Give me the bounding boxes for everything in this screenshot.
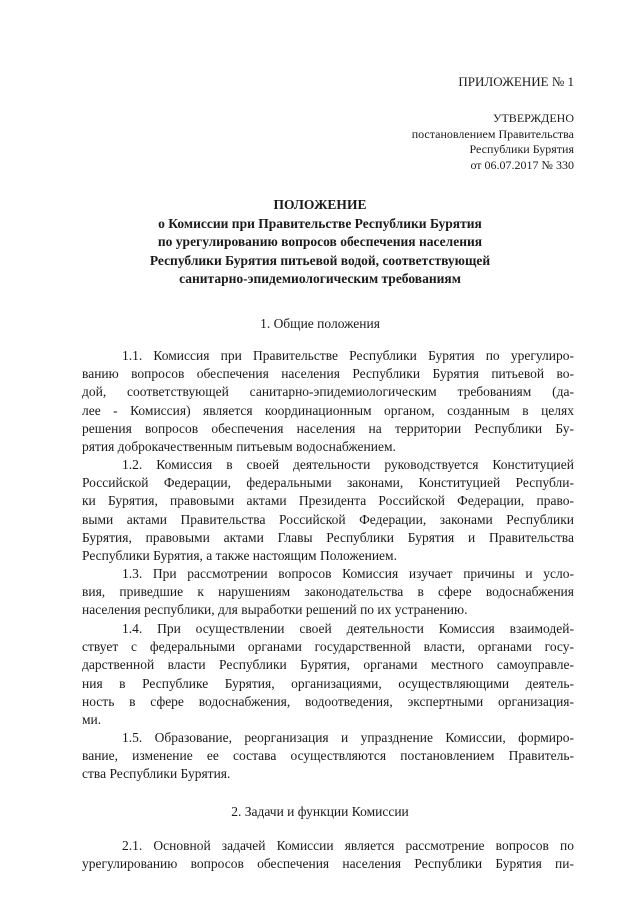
text-line: дой, соответствующей санитарно-эпидемиологическим требованиям (да-	[82, 384, 574, 400]
text-line: рятия доброкачественным питьевым водоснабжением.	[82, 438, 396, 454]
text-line: ствует с федеральными органами государственной власти, органами госу-	[82, 639, 574, 655]
text-line: дарственной власти Республики Бурятия, органами местного самоуправле-	[82, 657, 574, 673]
title-line: Республики Бурятия питьевой водой, соответствующей	[149, 252, 491, 268]
paragraph-1-3	[82, 565, 574, 620]
paragraph-2-1	[82, 837, 574, 873]
title-line: о Комиссии при Правительстве Республики Бурятия	[158, 215, 482, 231]
text-line: ства Республики Бурятия.	[82, 766, 231, 782]
document-title	[0, 196, 640, 289]
text-line: ность в сфере водоснабжения, водоотведения, экспертными организация-	[82, 693, 574, 709]
text-line: Российской Федерации, федеральными законами, Конституцией Республи-	[82, 475, 574, 491]
paragraph-1-4	[82, 620, 574, 729]
title-line: санитарно-эпидемиологическим требованиям	[179, 271, 461, 287]
text-line: 1.2. Комиссия в своей деятельности руководствуется Конституцией	[122, 457, 574, 472]
text-line: вия, приведшие к нарушениям законодательства в сфере водоснабжения	[82, 584, 574, 600]
text-line: Бурятия, правовыми актами Главы Республики Бурятия и Правительства	[82, 529, 574, 545]
paragraph-1-1	[82, 347, 574, 456]
text-line: вание, изменение ее состава осуществляются постановлением Правитель-	[82, 748, 574, 764]
paragraph-1-5	[82, 729, 574, 784]
paragraph-1-2	[82, 456, 574, 565]
approval-line: от 06.07.2017 № 330	[470, 157, 574, 172]
text-line: ния в Республике Бурятия, организациями, осуществляющими деятель-	[82, 675, 574, 691]
section-heading-tasks: 2. Задачи и функции Комиссии	[231, 804, 409, 819]
text-line: 1.5. Образование, реорганизация и упразднение Комиссии, формиро-	[122, 730, 574, 745]
approval-line: Республики Бурятия	[469, 142, 574, 156]
text-line: Республики Бурятия, а также настоящим Положением.	[82, 547, 397, 563]
text-line: урегулированию вопросов обеспечения населения Республики Бурятия пи-	[82, 856, 574, 872]
text-line: населения республики, для выработки решений по их устранению.	[82, 602, 468, 618]
approval-line: УТВЕРЖДЕНО	[492, 111, 574, 125]
appendix-label: ПРИЛОЖЕНИЕ № 1	[458, 74, 574, 89]
title-line: ПОЛОЖЕНИЕ	[273, 197, 367, 212]
text-line: ки Бурятия, правовыми актами Президента Российской Федерации, право-	[82, 493, 574, 509]
approval-line: постановлением Правительства	[411, 126, 574, 141]
text-line: 1.4. При осуществлении своей деятельности Комиссия взаимодей-	[122, 621, 574, 636]
text-line: 2.1. Основной задачей Комиссии является рассмотрение вопросов по	[122, 838, 574, 853]
text-line: решения вопросов обеспечения населения на территории Республики Бу-	[82, 420, 574, 436]
section-heading-general: 1. Общие положения	[260, 316, 380, 331]
text-line: ми.	[82, 711, 102, 727]
text-line: лее - Комиссия) является координационным органом, созданным в целях	[82, 402, 574, 418]
text-line: выми актами Правительства Российской Федерации, законами Республики	[82, 511, 574, 527]
title-line: по урегулированию вопросов обеспечения населения	[157, 234, 483, 250]
text-line: 1.3. При рассмотрении вопросов Комиссия изучает причины и усло-	[122, 566, 574, 581]
text-line: 1.1. Комиссия при Правительстве Республики Бурятия по урегулиро-	[122, 348, 574, 363]
text-line: ванию вопросов обеспечения населения Республики Бурятия питьевой во-	[82, 366, 574, 382]
approval-stamp	[0, 111, 574, 173]
